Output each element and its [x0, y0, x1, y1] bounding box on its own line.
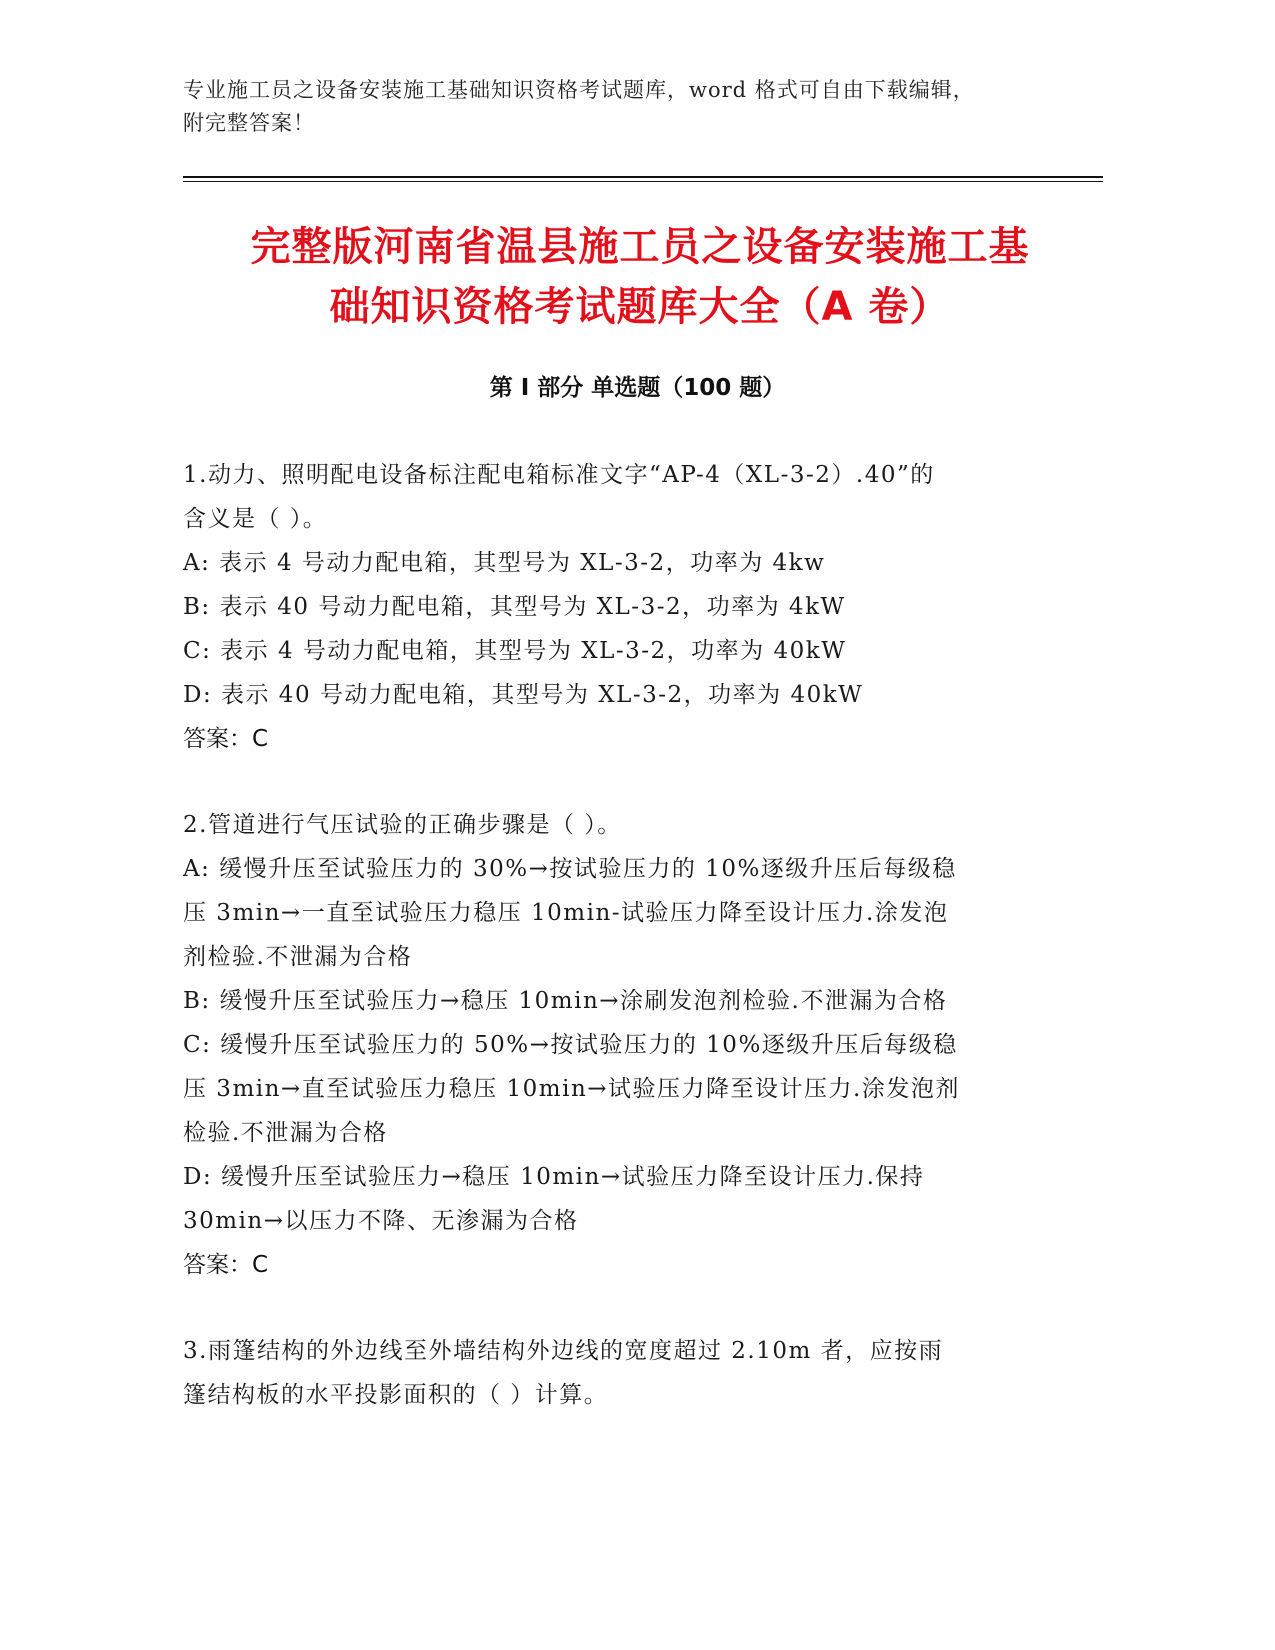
header-note-line: 专业施工员之设备安装施工基础知识资格考试题库，word 格式可自由下载编辑，: [183, 78, 975, 102]
question-list: [183, 453, 1053, 1459]
option-c-continued: 检验.不泄漏为合格: [183, 1120, 388, 1146]
option-d-continued: 30min→以压力不降、无渗漏为合格: [183, 1208, 579, 1234]
option-a: A: 缓慢升压至试验压力的 30%→按试验压力的 10%逐级升压后每级稳: [183, 856, 957, 882]
option-b: B: 缓慢升压至试验压力→稳压 10min→涂刷发泡剂检验.不泄漏为合格: [183, 988, 948, 1014]
question-item: [183, 803, 1053, 1287]
answer-label: 答案：C: [183, 726, 269, 752]
option-a: A: 表示 4 号动力配电箱，其型号为 XL-3-2，功率为 4kw: [183, 550, 826, 576]
document-title-line: 完整版河南省温县施工员之设备安装施工基: [250, 224, 1030, 270]
question-text: 篷结构板的水平投影面积的（ ）计算。: [183, 1382, 609, 1408]
option-c: C: 缓慢升压至试验压力的 50%→按试验压力的 10%逐级升压后每级稳: [183, 1032, 958, 1058]
option-d: D: 表示 40 号动力配电箱，其型号为 XL-3-2，功率为 40kW: [183, 682, 864, 708]
header-divider-thick: [183, 176, 1103, 178]
question-item: [183, 1329, 1053, 1417]
option-c-continued: 压 3min→直至试验压力稳压 10min→试验压力降至设计压力.涂发泡剂: [183, 1076, 960, 1102]
header-note-line: 附完整答案！: [183, 111, 315, 135]
question-text: 含义是（ ）。: [183, 506, 328, 532]
document-title-line: 础知识资格考试题库大全（A 卷）: [329, 284, 951, 330]
option-a-continued: 压 3min→一直至试验压力稳压 10min-试验压力降至设计压力.涂发泡: [183, 900, 949, 926]
question-text: 2.管道进行气压试验的正确步骤是（ ）。: [183, 812, 622, 838]
option-a-continued: 剂检验.不泄漏为合格: [183, 944, 413, 970]
option-d: D: 缓慢升压至试验压力→稳压 10min→试验压力降至设计压力.保持: [183, 1164, 925, 1190]
question-text: 3.雨篷结构的外边线至外墙结构外边线的宽度超过 2.10m 者，应按雨: [183, 1338, 944, 1364]
question-text: 1.动力、照明配电设备标注配电箱标准文字“AP-4（XL-3-2）.40”的: [183, 462, 935, 488]
question-item: [183, 453, 1053, 761]
document-title: [150, 217, 1130, 337]
answer-label: 答案：C: [183, 1252, 269, 1278]
option-b: B: 表示 40 号动力配电箱，其型号为 XL-3-2，功率为 4kW: [183, 594, 846, 620]
header-divider-thin: [183, 181, 1103, 182]
header-note: [183, 74, 1083, 140]
option-c: C: 表示 4 号动力配电箱，其型号为 XL-3-2，功率为 40kW: [183, 638, 847, 664]
section-heading: 第 I 部分 单选题（100 题）: [489, 375, 786, 401]
